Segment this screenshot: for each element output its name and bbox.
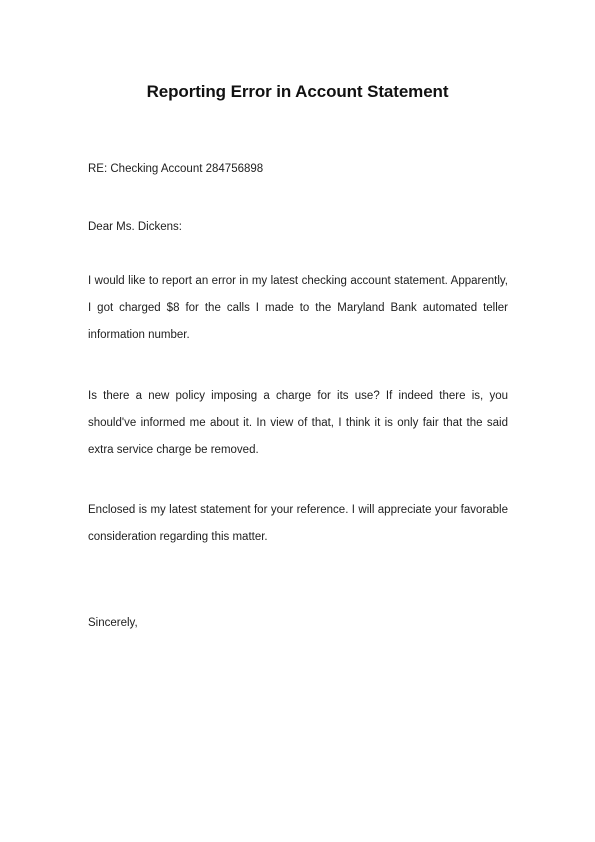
letter-title: Reporting Error in Account Statement (146, 82, 449, 101)
body-paragraph-2: Is there a new policy imposing a charge for its use? If indeed there is, you should've informed me about it. In view of that, I think it is only fair that the said extra service charge be removed. (88, 390, 508, 456)
body-paragraph-1: I would like to report an error in my latest checking account statement. Apparently, I got charged $8 for the calls I made to the Maryland Bank automated teller information number. (88, 275, 508, 341)
re-line: RE: Checking Account 284756898 (88, 163, 264, 175)
body-paragraph-3: Enclosed is my latest statement for your reference. I will appreciate your favorable consideration regarding this matter. (88, 504, 508, 543)
closing: Sincerely, (88, 617, 138, 629)
salutation: Dear Ms. Dickens: (88, 221, 182, 233)
